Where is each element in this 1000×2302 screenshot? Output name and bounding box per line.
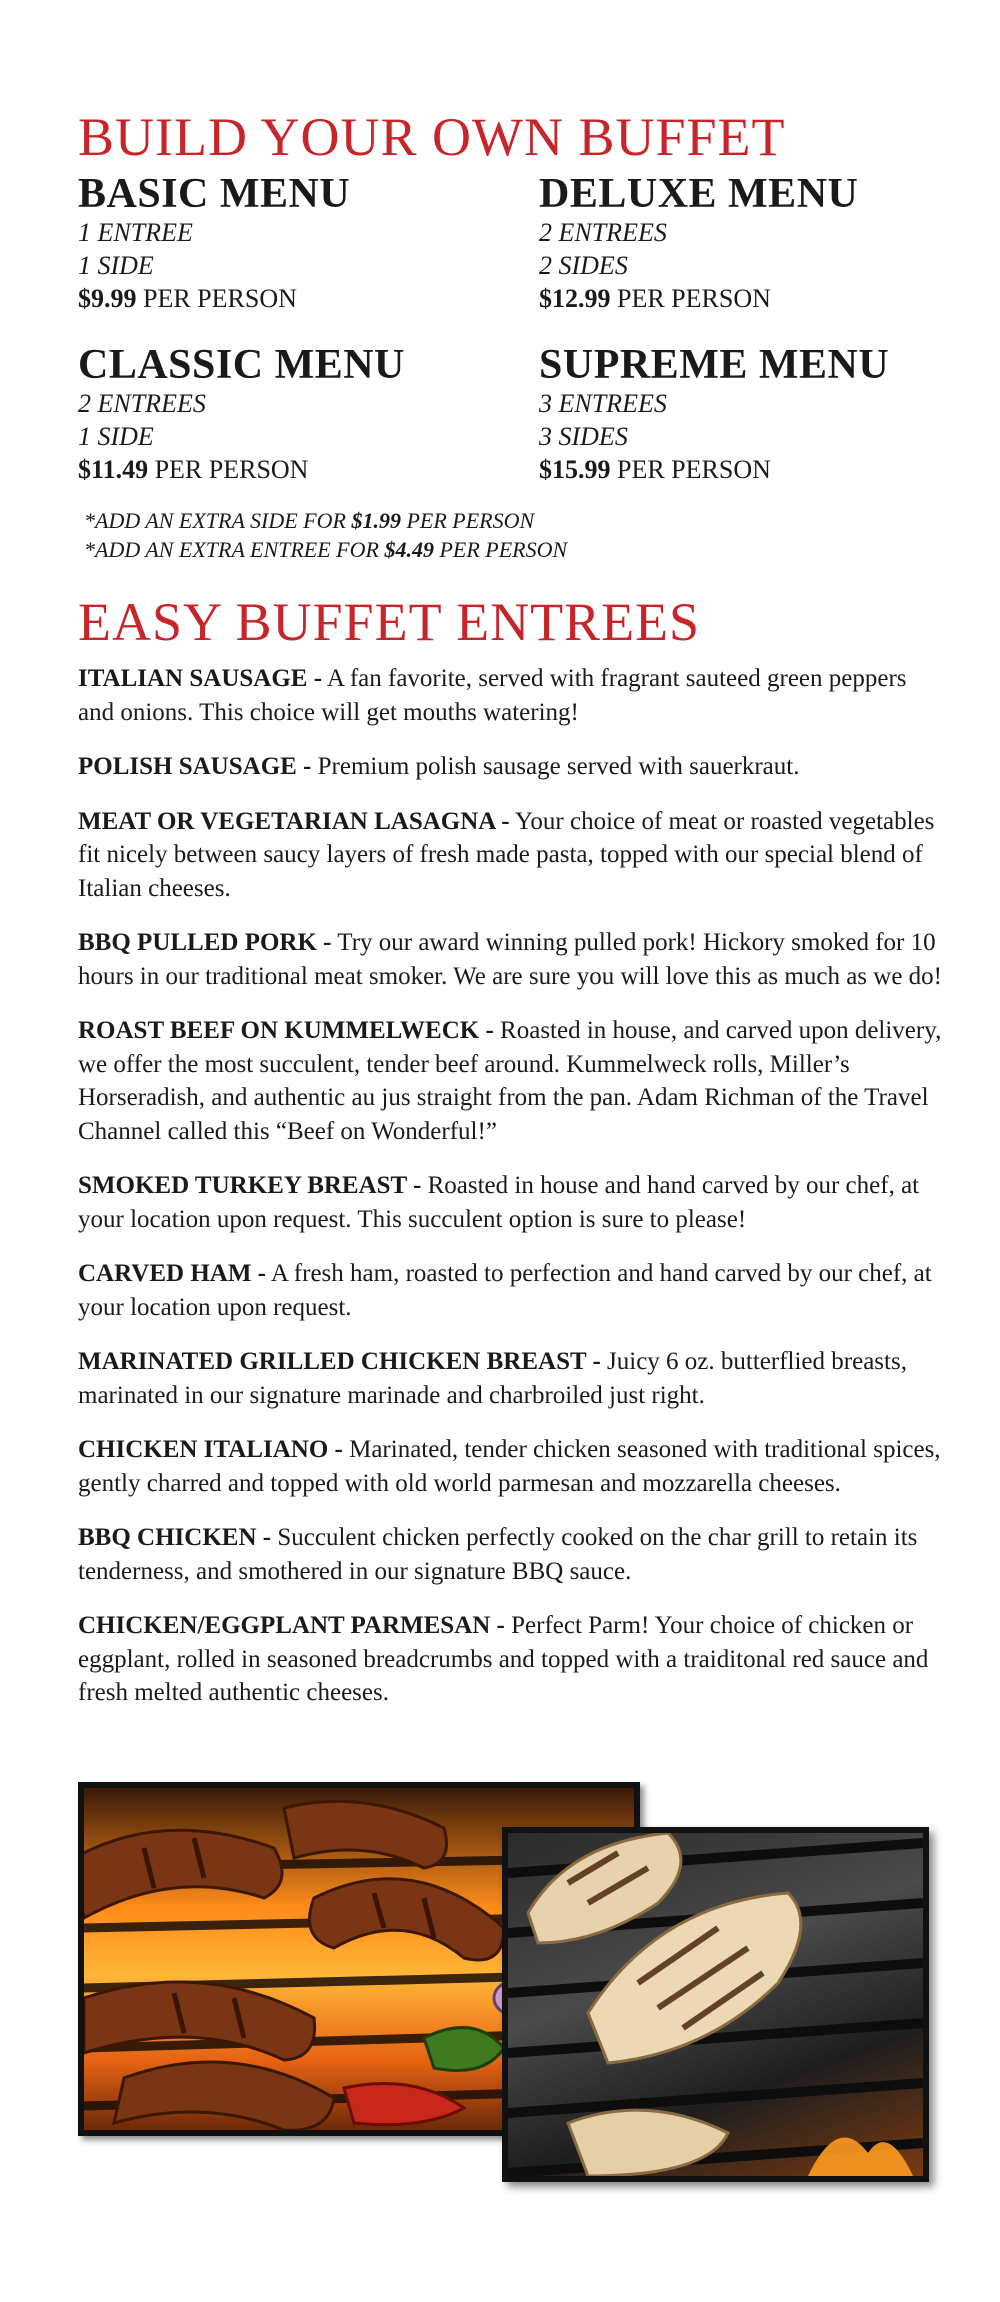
buffet-title: BUILD YOUR OWN BUFFET (78, 107, 786, 167)
entree-item: ITALIAN SAUSAGE - A fan favorite, served with fragrant sauteed green peppers and onions. This choice will get mouths watering! (78, 665, 907, 726)
add-on-notes (84, 506, 567, 564)
plan-price: $12.99 PER PERSON (539, 284, 771, 314)
plan-sides: 3 SIDES (539, 422, 628, 452)
entree-item: SMOKED TURKEY BREAST - Roasted in house and hand carved by our chef, at your location upon request. This succulent option is sure to please! (78, 1172, 920, 1233)
plan-name: CLASSIC MENU (78, 342, 405, 388)
plan-classic (78, 343, 498, 486)
entree-list (78, 662, 948, 1731)
plan-price: $9.99 PER PERSON (78, 284, 297, 314)
entree-item: BBQ PULLED PORK - Try our award winning pulled pork! Hickory smoked for 10 hours in our traditional meat smoker. We are sure you will love this as much as we do! (78, 929, 943, 990)
grilled-chicken-illustration (508, 1833, 923, 2176)
plan-entrees: 3 ENTREES (539, 389, 667, 419)
entree-item: CHICKEN/EGGPLANT PARMESAN - Perfect Parm! Your choice of chicken or eggplant, rolled in seasoned breadcrumbs and topped with a traiditonal red sauce and fresh melted authentic cheeses. (78, 1612, 929, 1706)
entree-item: MEAT OR VEGETARIAN LASAGNA - Your choice of meat or roasted vegetables fit nicely between saucy layers of fresh made pasta, topped with our special blend of Italian cheeses. (78, 807, 935, 902)
entree-item: ROAST BEEF ON KUMMELWECK - Roasted in house, and carved upon delivery, we offer the most succulent, tender beef around. Kummelweck rolls, Miller’s Horseradish, and authentic au jus straight from the pan. Adam Richman of the Travel Channel called this “Beef on Wonderful!” (78, 1017, 942, 1145)
plan-entrees: 1 ENTREE (78, 218, 193, 248)
plan-basic (78, 172, 498, 315)
food-photos (78, 1782, 938, 2182)
plan-sides: 1 SIDE (78, 422, 154, 452)
entree-item: MARINATED GRILLED CHICKEN BREAST - Juicy 6 oz. butterflied breasts, marinated in our signature marinade and charbroiled just right. (78, 1348, 907, 1409)
entrees-title: EASY BUFFET ENTREES (78, 592, 701, 652)
plan-sides: 1 SIDE (78, 251, 154, 281)
grilled-chicken-photo (502, 1827, 929, 2182)
plan-price: $15.99 PER PERSON (539, 455, 771, 485)
plan-supreme (539, 343, 959, 486)
add-on-note: *ADD AN EXTRA ENTREE FOR $4.49 PER PERSON (84, 537, 568, 562)
plan-entrees: 2 ENTREES (539, 218, 667, 248)
plan-name: BASIC MENU (78, 171, 351, 217)
entree-item: CARVED HAM - A fresh ham, roasted to perfection and hand carved by our chef, at your location upon request. (78, 1260, 932, 1321)
plan-name: DELUXE MENU (539, 171, 859, 217)
plan-sides: 2 SIDES (539, 251, 628, 281)
add-on-note: *ADD AN EXTRA SIDE FOR $1.99 PER PERSON (84, 508, 535, 533)
plan-name: SUPREME MENU (539, 342, 890, 388)
entree-item: POLISH SAUSAGE - Premium polish sausage served with sauerkraut. (78, 753, 800, 780)
entree-item: CHICKEN ITALIANO - Marinated, tender chicken seasoned with traditional spices, gently charred and topped with old world parmesan and mozzarella cheeses. (78, 1436, 941, 1497)
plan-price: $11.49 PER PERSON (78, 455, 309, 485)
entree-item: BBQ CHICKEN - Succulent chicken perfectly cooked on the char grill to retain its tenderness, and smothered in our signature BBQ sauce. (78, 1524, 918, 1585)
plan-deluxe (539, 172, 959, 315)
plan-entrees: 2 ENTREES (78, 389, 206, 419)
